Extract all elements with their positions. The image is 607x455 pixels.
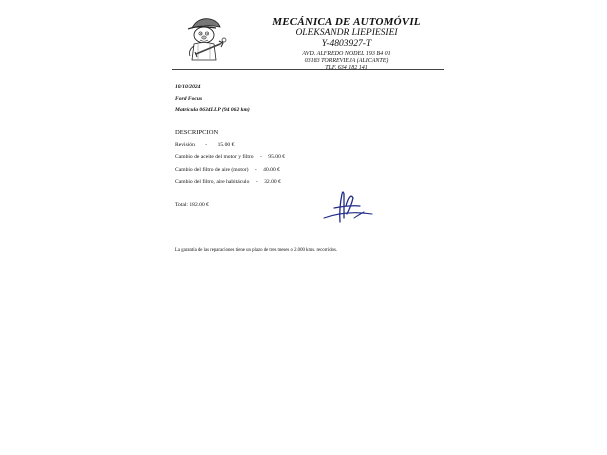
- item-amount: 40.00 €: [263, 167, 280, 173]
- vehicle-plate: Matrícula 0634LLP (94 062 km): [175, 107, 250, 113]
- tax-id: Y-4803927-T: [321, 38, 372, 49]
- warranty-note: La garantía de las reparaciones tiene un plazo de tres meses o 2.000 kms. recorridos.: [175, 248, 338, 253]
- list-item: [175, 142, 234, 148]
- list-item: [175, 167, 280, 173]
- item-amount: 95.00 €: [268, 154, 286, 160]
- header-divider: [172, 69, 444, 70]
- item-description: Cambio del filtro, aire habitáculo: [175, 179, 250, 185]
- list-item: [175, 179, 281, 185]
- list-item: [175, 154, 285, 160]
- item-separator: -: [260, 154, 262, 160]
- section-title: DESCRIPCION: [175, 129, 219, 136]
- item-description: Cambio del filtro de aire (motor): [175, 167, 249, 173]
- item-separator: -: [205, 142, 208, 148]
- phone-number: TLF. 634 182 141: [325, 65, 368, 71]
- item-separator: -: [255, 179, 258, 185]
- item-description: Revisión: [175, 142, 195, 148]
- signature: [320, 188, 380, 228]
- invoice-total: Total: 182.00 €: [175, 202, 209, 208]
- vehicle-model: Ford Focus: [175, 96, 203, 102]
- letterhead: [250, 17, 443, 71]
- item-description: Cambio de aceite del motor y filtro: [175, 154, 254, 160]
- item-amount: 32.00 €: [264, 179, 281, 185]
- item-separator: -: [254, 167, 257, 173]
- owner-name: OLEKSANDR LIEPIESIEI: [295, 28, 398, 38]
- mechanic-logo-icon: [176, 14, 234, 64]
- address-line-2: 03183 TORREVIEJA (ALICANTE): [304, 58, 389, 64]
- item-amount: 15.00 €: [217, 142, 235, 148]
- address-line-1: AVD. ALFREDO NODEL 193 B4 01: [302, 51, 391, 57]
- business-title: MECÁNICA DE AUTOMÓVIL: [272, 16, 421, 28]
- invoice-date: 10/10/2024: [175, 84, 201, 90]
